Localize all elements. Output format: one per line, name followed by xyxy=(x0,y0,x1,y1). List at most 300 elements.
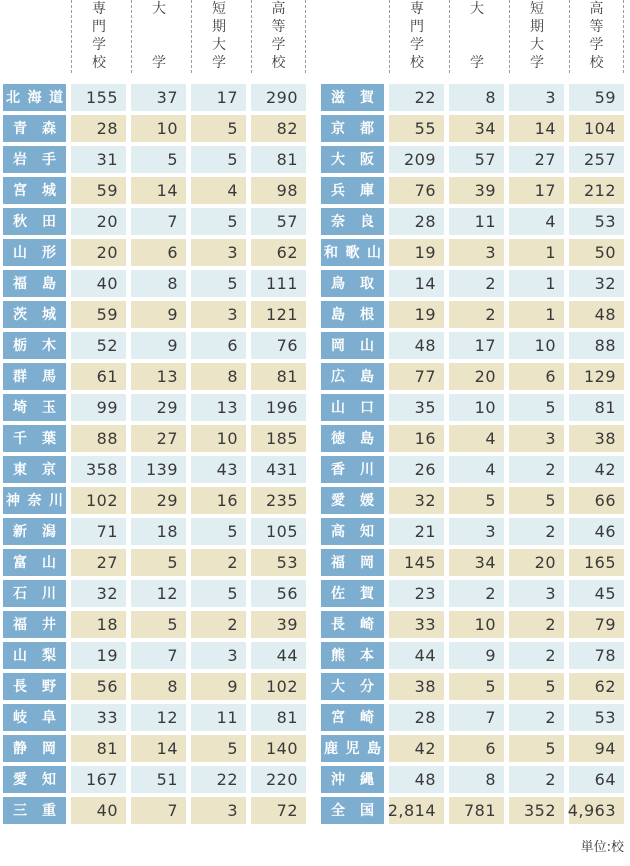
value-cell: 35 xyxy=(389,394,444,421)
prefecture-label: 栃 木 xyxy=(3,332,66,359)
table-row xyxy=(321,735,624,762)
value-cell: 22 xyxy=(191,766,246,793)
prefecture-label: 富 山 xyxy=(3,549,66,576)
value-cell: 81 xyxy=(569,394,624,421)
value-cell: 18 xyxy=(131,518,186,545)
column-header-label: 短 期 大 学 xyxy=(212,1,226,71)
value-cell: 10 xyxy=(449,394,504,421)
value-cell: 5 xyxy=(131,146,186,173)
table-row xyxy=(321,766,624,793)
table-row xyxy=(3,549,306,576)
table-row xyxy=(3,239,306,266)
value-cell: 17 xyxy=(509,177,564,204)
value-cell: 16 xyxy=(191,487,246,514)
value-cell: 62 xyxy=(569,673,624,700)
value-cell: 40 xyxy=(71,797,126,824)
value-cell: 52 xyxy=(71,332,126,359)
value-cell: 2 xyxy=(509,518,564,545)
prefecture-label: 福 島 xyxy=(3,270,66,297)
prefecture-label: 秋 田 xyxy=(3,208,66,235)
prefecture-label: 山 形 xyxy=(3,239,66,266)
value-cell: 167 xyxy=(71,766,126,793)
table-header xyxy=(321,0,624,73)
value-cell: 12 xyxy=(131,704,186,731)
prefecture-label: 大 阪 xyxy=(321,146,384,173)
column-header-label: 高 等 学 校 xyxy=(589,1,604,71)
value-cell: 2 xyxy=(509,704,564,731)
value-cell: 102 xyxy=(251,673,306,700)
table-header xyxy=(3,0,306,73)
value-cell: 3 xyxy=(191,797,246,824)
value-cell: 76 xyxy=(389,177,444,204)
prefecture-label: 熊 本 xyxy=(321,642,384,669)
prefecture-label: 島 根 xyxy=(321,301,384,328)
value-cell: 99 xyxy=(71,394,126,421)
value-cell: 18 xyxy=(71,611,126,638)
value-cell: 53 xyxy=(569,704,624,731)
value-cell: 76 xyxy=(251,332,306,359)
value-cell: 81 xyxy=(251,363,306,390)
value-cell: 8 xyxy=(131,270,186,297)
value-cell: 7 xyxy=(449,704,504,731)
table-row xyxy=(321,332,624,359)
value-cell: 2 xyxy=(449,301,504,328)
value-cell: 14 xyxy=(131,735,186,762)
column-header-vocational-school xyxy=(71,0,126,73)
value-cell: 4,963 xyxy=(569,797,624,824)
value-cell: 220 xyxy=(251,766,306,793)
prefecture-label: 滋 賀 xyxy=(321,84,384,111)
value-cell: 6 xyxy=(131,239,186,266)
value-cell: 4 xyxy=(449,456,504,483)
prefecture-label: 石 川 xyxy=(3,580,66,607)
value-cell: 4 xyxy=(509,208,564,235)
value-cell: 55 xyxy=(389,115,444,142)
table-row xyxy=(321,208,624,235)
value-cell: 1 xyxy=(509,239,564,266)
prefecture-label: 岡 山 xyxy=(321,332,384,359)
table-row xyxy=(321,797,624,824)
value-cell: 7 xyxy=(131,642,186,669)
value-cell: 48 xyxy=(389,332,444,359)
value-cell: 5 xyxy=(191,518,246,545)
value-cell: 14 xyxy=(509,115,564,142)
value-cell: 33 xyxy=(389,611,444,638)
table-row xyxy=(3,363,306,390)
value-cell: 9 xyxy=(449,642,504,669)
value-cell: 46 xyxy=(569,518,624,545)
header-corner xyxy=(3,0,66,73)
column-header-university xyxy=(131,0,186,73)
value-cell: 13 xyxy=(191,394,246,421)
value-cell: 32 xyxy=(569,270,624,297)
value-cell: 4 xyxy=(449,425,504,452)
value-cell: 43 xyxy=(191,456,246,483)
value-cell: 57 xyxy=(449,146,504,173)
table-row xyxy=(321,642,624,669)
table-row xyxy=(321,456,624,483)
value-cell: 27 xyxy=(509,146,564,173)
value-cell: 2 xyxy=(191,611,246,638)
prefecture-label: 兵 庫 xyxy=(321,177,384,204)
value-cell: 358 xyxy=(71,456,126,483)
value-cell: 7 xyxy=(131,208,186,235)
value-cell: 3 xyxy=(509,425,564,452)
value-cell: 140 xyxy=(251,735,306,762)
column-header-label: 大 学 xyxy=(152,1,166,71)
value-cell: 2 xyxy=(509,766,564,793)
column-header-junior-college xyxy=(509,0,564,73)
prefecture-schools-table-right xyxy=(321,0,624,828)
table-row xyxy=(3,146,306,173)
table-row xyxy=(3,270,306,297)
value-cell: 82 xyxy=(251,115,306,142)
table-row xyxy=(3,425,306,452)
column-header-label: 専 門 学 校 xyxy=(410,1,424,71)
value-cell: 5 xyxy=(509,673,564,700)
value-cell: 2,814 xyxy=(389,797,444,824)
table-row xyxy=(3,735,306,762)
column-header-label: 短 期 大 学 xyxy=(530,1,544,71)
table-row xyxy=(3,518,306,545)
prefecture-label: 広 島 xyxy=(321,363,384,390)
value-cell: 5 xyxy=(131,611,186,638)
value-cell: 38 xyxy=(569,425,624,452)
value-cell: 72 xyxy=(251,797,306,824)
prefecture-label: 三 重 xyxy=(3,797,66,824)
value-cell: 185 xyxy=(251,425,306,452)
value-cell: 20 xyxy=(449,363,504,390)
prefecture-label: 全 国 xyxy=(321,797,384,824)
tables-container xyxy=(3,0,630,828)
value-cell: 196 xyxy=(251,394,306,421)
value-cell: 5 xyxy=(131,549,186,576)
value-cell: 1 xyxy=(509,301,564,328)
table-row xyxy=(3,177,306,204)
value-cell: 28 xyxy=(71,115,126,142)
prefecture-label: 青 森 xyxy=(3,115,66,142)
column-header-label: 大 学 xyxy=(470,1,484,71)
value-cell: 27 xyxy=(71,549,126,576)
value-cell: 48 xyxy=(389,766,444,793)
value-cell: 32 xyxy=(71,580,126,607)
value-cell: 27 xyxy=(131,425,186,452)
value-cell: 62 xyxy=(251,239,306,266)
prefecture-label: 千 葉 xyxy=(3,425,66,452)
value-cell: 88 xyxy=(569,332,624,359)
table-rows xyxy=(321,84,624,824)
prefecture-label: 奈 良 xyxy=(321,208,384,235)
value-cell: 3 xyxy=(509,84,564,111)
value-cell: 28 xyxy=(389,208,444,235)
prefecture-label: 長 野 xyxy=(3,673,66,700)
value-cell: 781 xyxy=(449,797,504,824)
value-cell: 8 xyxy=(191,363,246,390)
value-cell: 352 xyxy=(509,797,564,824)
unit-note: 単位:校 xyxy=(580,840,624,855)
table-row xyxy=(321,673,624,700)
value-cell: 61 xyxy=(71,363,126,390)
value-cell: 4 xyxy=(191,177,246,204)
column-header-vocational-school xyxy=(389,0,444,73)
prefecture-schools-table-left xyxy=(3,0,306,828)
prefecture-label: 山 口 xyxy=(321,394,384,421)
value-cell: 79 xyxy=(569,611,624,638)
value-cell: 2 xyxy=(449,270,504,297)
prefecture-label: 福 井 xyxy=(3,611,66,638)
table-row xyxy=(3,456,306,483)
prefecture-label: 山 梨 xyxy=(3,642,66,669)
table-row xyxy=(321,394,624,421)
value-cell: 9 xyxy=(131,332,186,359)
table-row xyxy=(3,301,306,328)
value-cell: 94 xyxy=(569,735,624,762)
value-cell: 9 xyxy=(191,673,246,700)
prefecture-label: 大 分 xyxy=(321,673,384,700)
table-row xyxy=(3,673,306,700)
value-cell: 3 xyxy=(449,518,504,545)
value-cell: 13 xyxy=(131,363,186,390)
value-cell: 28 xyxy=(389,704,444,731)
prefecture-label: 北 海 道 xyxy=(3,84,66,111)
value-cell: 45 xyxy=(569,580,624,607)
prefecture-label: 埼 玉 xyxy=(3,394,66,421)
prefecture-label: 沖 縄 xyxy=(321,766,384,793)
table-row xyxy=(321,115,624,142)
table-row xyxy=(321,177,624,204)
table-row xyxy=(3,580,306,607)
table-row xyxy=(321,363,624,390)
prefecture-label: 長 崎 xyxy=(321,611,384,638)
value-cell: 17 xyxy=(449,332,504,359)
value-cell: 3 xyxy=(191,642,246,669)
table-row xyxy=(3,766,306,793)
table-row xyxy=(3,611,306,638)
value-cell: 59 xyxy=(569,84,624,111)
value-cell: 209 xyxy=(389,146,444,173)
value-cell: 5 xyxy=(191,208,246,235)
value-cell: 12 xyxy=(131,580,186,607)
value-cell: 56 xyxy=(71,673,126,700)
value-cell: 23 xyxy=(389,580,444,607)
value-cell: 50 xyxy=(569,239,624,266)
value-cell: 26 xyxy=(389,456,444,483)
table-row xyxy=(321,239,624,266)
value-cell: 66 xyxy=(569,487,624,514)
value-cell: 3 xyxy=(449,239,504,266)
table-row xyxy=(321,518,624,545)
prefecture-label: 京 都 xyxy=(321,115,384,142)
prefecture-label: 愛 媛 xyxy=(321,487,384,514)
value-cell: 39 xyxy=(251,611,306,638)
value-cell: 104 xyxy=(569,115,624,142)
value-cell: 32 xyxy=(389,487,444,514)
value-cell: 53 xyxy=(569,208,624,235)
table-row xyxy=(321,487,624,514)
value-cell: 81 xyxy=(251,704,306,731)
value-cell: 3 xyxy=(509,580,564,607)
prefecture-label: 神 奈 川 xyxy=(3,487,66,514)
value-cell: 6 xyxy=(191,332,246,359)
prefecture-label: 宮 崎 xyxy=(321,704,384,731)
value-cell: 59 xyxy=(71,301,126,328)
value-cell: 29 xyxy=(131,394,186,421)
value-cell: 42 xyxy=(389,735,444,762)
column-header-high-school xyxy=(251,0,306,73)
value-cell: 111 xyxy=(251,270,306,297)
value-cell: 5 xyxy=(509,487,564,514)
column-header-high-school xyxy=(569,0,624,73)
value-cell: 10 xyxy=(449,611,504,638)
column-header-junior-college xyxy=(191,0,246,73)
value-cell: 5 xyxy=(191,115,246,142)
value-cell: 33 xyxy=(71,704,126,731)
table-row xyxy=(321,84,624,111)
prefecture-label: 宮 城 xyxy=(3,177,66,204)
header-corner xyxy=(321,0,384,73)
value-cell: 22 xyxy=(389,84,444,111)
value-cell: 21 xyxy=(389,518,444,545)
value-cell: 71 xyxy=(71,518,126,545)
value-cell: 19 xyxy=(389,301,444,328)
value-cell: 44 xyxy=(251,642,306,669)
prefecture-label: 徳 島 xyxy=(321,425,384,452)
value-cell: 2 xyxy=(509,611,564,638)
prefecture-label: 茨 城 xyxy=(3,301,66,328)
value-cell: 11 xyxy=(449,208,504,235)
value-cell: 2 xyxy=(449,580,504,607)
column-header-label: 高 等 学 校 xyxy=(271,1,286,71)
prefecture-label: 群 馬 xyxy=(3,363,66,390)
value-cell: 5 xyxy=(191,735,246,762)
value-cell: 5 xyxy=(449,673,504,700)
value-cell: 53 xyxy=(251,549,306,576)
prefecture-label: 新 潟 xyxy=(3,518,66,545)
table-row xyxy=(321,146,624,173)
column-header-university xyxy=(449,0,504,73)
value-cell: 20 xyxy=(71,208,126,235)
table-row xyxy=(3,394,306,421)
table-row xyxy=(3,332,306,359)
value-cell: 11 xyxy=(191,704,246,731)
value-cell: 37 xyxy=(131,84,186,111)
value-cell: 10 xyxy=(131,115,186,142)
prefecture-label: 鳥 取 xyxy=(321,270,384,297)
value-cell: 129 xyxy=(569,363,624,390)
table-row xyxy=(321,301,624,328)
value-cell: 19 xyxy=(71,642,126,669)
value-cell: 2 xyxy=(191,549,246,576)
value-cell: 88 xyxy=(71,425,126,452)
value-cell: 105 xyxy=(251,518,306,545)
value-cell: 10 xyxy=(191,425,246,452)
value-cell: 5 xyxy=(449,487,504,514)
value-cell: 7 xyxy=(131,797,186,824)
value-cell: 8 xyxy=(449,84,504,111)
value-cell: 34 xyxy=(449,549,504,576)
value-cell: 59 xyxy=(71,177,126,204)
value-cell: 40 xyxy=(71,270,126,297)
value-cell: 165 xyxy=(569,549,624,576)
prefecture-label: 福 岡 xyxy=(321,549,384,576)
prefecture-label: 岐 阜 xyxy=(3,704,66,731)
value-cell: 16 xyxy=(389,425,444,452)
prefecture-label: 香 川 xyxy=(321,456,384,483)
value-cell: 77 xyxy=(389,363,444,390)
value-cell: 257 xyxy=(569,146,624,173)
table-row xyxy=(321,425,624,452)
value-cell: 139 xyxy=(131,456,186,483)
value-cell: 17 xyxy=(191,84,246,111)
value-cell: 8 xyxy=(449,766,504,793)
value-cell: 57 xyxy=(251,208,306,235)
value-cell: 5 xyxy=(191,270,246,297)
value-cell: 19 xyxy=(389,239,444,266)
value-cell: 6 xyxy=(449,735,504,762)
value-cell: 64 xyxy=(569,766,624,793)
value-cell: 34 xyxy=(449,115,504,142)
prefecture-label: 東 京 xyxy=(3,456,66,483)
prefecture-label: 高 知 xyxy=(321,518,384,545)
value-cell: 8 xyxy=(131,673,186,700)
value-cell: 29 xyxy=(131,487,186,514)
value-cell: 2 xyxy=(509,642,564,669)
prefecture-label: 愛 知 xyxy=(3,766,66,793)
prefecture-label: 鹿 児 島 xyxy=(321,735,384,762)
table-row xyxy=(321,580,624,607)
value-cell: 5 xyxy=(509,735,564,762)
value-cell: 3 xyxy=(191,301,246,328)
prefecture-label: 静 岡 xyxy=(3,735,66,762)
value-cell: 1 xyxy=(509,270,564,297)
column-header-label: 専 門 学 校 xyxy=(92,1,106,71)
value-cell: 38 xyxy=(389,673,444,700)
value-cell: 5 xyxy=(191,146,246,173)
table-row xyxy=(3,208,306,235)
table-row xyxy=(3,797,306,824)
table-row xyxy=(3,115,306,142)
value-cell: 44 xyxy=(389,642,444,669)
value-cell: 145 xyxy=(389,549,444,576)
value-cell: 290 xyxy=(251,84,306,111)
table-row xyxy=(3,704,306,731)
table-row xyxy=(3,642,306,669)
value-cell: 121 xyxy=(251,301,306,328)
prefecture-label: 佐 賀 xyxy=(321,580,384,607)
value-cell: 48 xyxy=(569,301,624,328)
table-row xyxy=(3,84,306,111)
value-cell: 39 xyxy=(449,177,504,204)
value-cell: 155 xyxy=(71,84,126,111)
value-cell: 9 xyxy=(131,301,186,328)
value-cell: 20 xyxy=(71,239,126,266)
value-cell: 81 xyxy=(251,146,306,173)
value-cell: 5 xyxy=(509,394,564,421)
value-cell: 42 xyxy=(569,456,624,483)
value-cell: 98 xyxy=(251,177,306,204)
table-row xyxy=(3,487,306,514)
value-cell: 212 xyxy=(569,177,624,204)
value-cell: 14 xyxy=(389,270,444,297)
value-cell: 14 xyxy=(131,177,186,204)
value-cell: 235 xyxy=(251,487,306,514)
value-cell: 5 xyxy=(191,580,246,607)
value-cell: 6 xyxy=(509,363,564,390)
table-row xyxy=(321,549,624,576)
table-rows xyxy=(3,84,306,824)
value-cell: 81 xyxy=(71,735,126,762)
value-cell: 20 xyxy=(509,549,564,576)
